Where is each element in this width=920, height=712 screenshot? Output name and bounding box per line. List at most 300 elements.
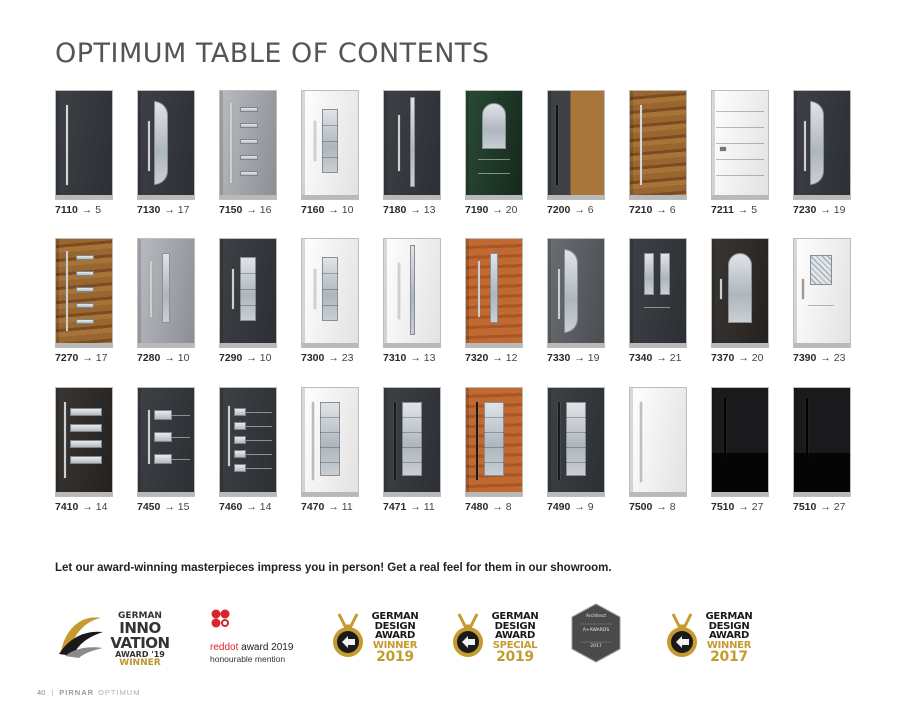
door-glass-slot	[240, 107, 258, 112]
glass-divider	[322, 125, 338, 126]
door-glass-slot	[76, 271, 94, 276]
door-glass-slot	[70, 408, 102, 416]
door-page-reference[interactable]: → 27	[738, 501, 764, 513]
door-thumbnail	[219, 387, 277, 497]
door-page-reference[interactable]: → 21	[656, 352, 682, 364]
door-handle	[640, 105, 642, 185]
architect-badge-mid: A+AWARDS	[582, 628, 610, 633]
door-threshold	[302, 492, 358, 496]
door-glass-slot	[240, 171, 258, 176]
door-frame-edge	[56, 388, 59, 496]
door-threshold	[138, 195, 194, 199]
door-panel-line	[246, 468, 272, 469]
door-glass-slot	[154, 432, 172, 442]
door-item[interactable]	[793, 90, 851, 218]
door-glass	[402, 402, 422, 476]
door-page-reference[interactable]: → 5	[737, 204, 758, 216]
door-frame-edge	[220, 239, 223, 347]
door-handle	[398, 263, 400, 319]
door-glass-slot	[76, 287, 94, 292]
door-glass-slot	[70, 456, 102, 464]
door-model-number: 7450	[137, 501, 161, 513]
door-model-number: 7460	[219, 501, 243, 513]
door-item[interactable]	[465, 90, 523, 218]
architect-badge-year: 2017	[590, 644, 602, 649]
door-thumbnail	[547, 90, 605, 200]
door-model-number: 7390	[793, 352, 817, 364]
door-threshold	[630, 343, 686, 347]
door-item[interactable]	[547, 90, 605, 218]
page-number: 40	[37, 688, 46, 697]
door-threshold	[56, 492, 112, 496]
ginno-wordmark: GERMAN INNO VATION AWARD '19 WINNER	[110, 611, 170, 668]
door-thumbnail	[137, 238, 195, 348]
glass-divider	[402, 417, 422, 418]
door-frame-edge	[138, 239, 141, 347]
door-model-number: 7470	[301, 501, 325, 513]
door-caption	[137, 204, 199, 216]
door-item[interactable]	[219, 90, 277, 218]
door-threshold	[794, 492, 850, 496]
glass-divider	[322, 305, 338, 306]
door-item[interactable]	[547, 387, 605, 515]
door-item[interactable]	[711, 90, 769, 218]
door-frame-edge	[794, 91, 797, 199]
door-panel-line	[716, 127, 764, 128]
door-thumbnail	[711, 90, 769, 200]
german-design-award-winner-2019	[331, 600, 423, 670]
door-threshold	[712, 492, 768, 496]
door-caption	[629, 204, 691, 216]
door-glass-ornament	[482, 103, 506, 149]
glass-divider	[484, 447, 504, 448]
door-glass	[660, 253, 670, 295]
gda-wordmark: GERMAN DESIGN AWARD WINNER 2017	[705, 611, 753, 665]
german-design-award-winner-2017	[665, 600, 757, 670]
door-thumbnail	[137, 387, 195, 497]
door-page-reference[interactable]: → 13	[410, 352, 436, 364]
door-threshold	[384, 343, 440, 347]
door-thumbnail	[301, 387, 359, 497]
glass-divider	[566, 417, 586, 418]
door-glass-slot	[240, 139, 258, 144]
door-threshold	[548, 195, 604, 199]
door-model-number: 7370	[711, 352, 735, 364]
page-footer: 40 | PIRNAR OPTIMUM	[37, 688, 141, 697]
door-glass-slot	[234, 464, 246, 472]
glass-divider	[402, 447, 422, 448]
glass-divider	[322, 273, 338, 274]
door-page-reference[interactable]: → 8	[656, 501, 676, 513]
door-caption	[301, 204, 363, 216]
door-threshold	[466, 343, 522, 347]
door-item[interactable]	[629, 238, 687, 366]
door-handle	[558, 269, 560, 319]
door-frame-edge	[712, 91, 715, 199]
door-thumbnail	[383, 387, 441, 497]
door-glass-strip	[410, 97, 415, 187]
door-frame-edge	[630, 388, 633, 496]
door-frame-edge	[56, 91, 59, 199]
door-caption	[793, 204, 855, 216]
reddot-icon	[210, 608, 236, 630]
door-model-number: 7490	[547, 501, 571, 513]
door-item[interactable]	[465, 238, 523, 366]
door-threshold	[794, 195, 850, 199]
door-page-reference[interactable]: → 12	[492, 352, 518, 364]
door-model-number: 7211	[711, 204, 734, 216]
door-glass-slot	[240, 123, 258, 128]
door-page-reference[interactable]: → 5	[81, 204, 102, 216]
door-page-reference[interactable]: → 16	[246, 204, 272, 216]
door-page-reference[interactable]: → 23	[328, 352, 354, 364]
door-glass-slot	[76, 303, 94, 308]
door-model-number: 7280	[137, 352, 161, 364]
door-page-reference[interactable]: → 13	[410, 204, 436, 216]
glass-divider	[566, 432, 586, 433]
door-page-reference[interactable]: → 10	[246, 352, 272, 364]
architect-a-plus-award	[568, 600, 628, 670]
door-thumbnail	[629, 90, 687, 200]
door-row	[55, 238, 855, 368]
door-glass	[810, 101, 824, 185]
glass-divider	[566, 447, 586, 448]
door-glass-slot	[234, 422, 246, 430]
door-page-reference[interactable]: → 14	[82, 501, 108, 513]
door-glass-slot	[76, 319, 94, 324]
glass-divider	[402, 462, 422, 463]
door-threshold	[56, 343, 112, 347]
door-frame-edge	[138, 91, 141, 199]
door-item[interactable]	[137, 90, 195, 218]
door-item[interactable]	[383, 90, 441, 218]
door-model-number: 7270	[55, 352, 79, 364]
door-caption	[711, 352, 773, 364]
door-model-number: 7200	[547, 204, 571, 216]
door-panel-line	[246, 454, 272, 455]
door-model-number: 7110	[55, 204, 78, 216]
door-frame-edge	[466, 91, 469, 199]
glass-divider	[322, 157, 338, 158]
door-model-number: 7330	[547, 352, 571, 364]
door-glass-slot	[154, 454, 172, 464]
glass-divider	[484, 432, 504, 433]
door-item[interactable]	[711, 238, 769, 366]
door-frame-edge	[220, 388, 223, 496]
door-thumbnail	[301, 90, 359, 200]
door-caption	[383, 501, 445, 513]
door-frame-edge	[302, 91, 305, 199]
door-page-reference[interactable]: → 23	[820, 352, 846, 364]
glass-divider	[240, 273, 256, 274]
door-caption	[629, 352, 691, 364]
door-handle	[314, 121, 316, 161]
door-frame-edge	[794, 239, 797, 347]
door-handle	[228, 406, 230, 466]
door-frame-edge	[630, 91, 633, 199]
door-handle	[66, 105, 68, 185]
architect-badge-icon	[568, 602, 624, 664]
glass-divider	[566, 462, 586, 463]
door-page-reference[interactable]: → 9	[574, 501, 594, 513]
page-title: OPTIMUM TABLE OF CONTENTS	[55, 38, 490, 69]
door-item[interactable]	[383, 238, 441, 366]
door-page-reference[interactable]: → 11	[328, 501, 353, 513]
door-glass-slot	[234, 408, 246, 416]
door-item[interactable]	[383, 387, 441, 515]
door-caption	[55, 352, 117, 364]
gda-wordmark: GERMAN DESIGN AWARD SPECIAL 2019	[491, 611, 539, 665]
door-glass-slot	[70, 424, 102, 432]
door-handle	[394, 402, 396, 480]
door-model-number: 7230	[793, 204, 817, 216]
door-model-number: 7510	[793, 501, 817, 513]
door-frame-edge	[302, 388, 305, 496]
door-row	[55, 90, 855, 220]
door-handle	[148, 121, 150, 171]
door-panel-line	[478, 159, 510, 160]
door-caption	[547, 501, 609, 513]
door-threshold	[384, 195, 440, 199]
door-handle	[148, 410, 150, 464]
door-thumbnail	[55, 387, 113, 497]
door-item[interactable]	[629, 90, 687, 218]
door-item[interactable]	[793, 238, 851, 366]
door-threshold	[220, 343, 276, 347]
door-frame-edge	[466, 239, 469, 347]
glass-divider	[484, 462, 504, 463]
door-caption	[383, 352, 445, 364]
door-handle	[230, 103, 232, 183]
glass-divider	[322, 289, 338, 290]
door-glass-strip	[490, 253, 498, 323]
door-frame-edge	[220, 91, 223, 199]
door-item[interactable]	[137, 387, 195, 515]
door-thumbnail	[465, 238, 523, 348]
door-threshold	[138, 492, 194, 496]
door-model-number: 7300	[301, 352, 325, 364]
door-page-reference[interactable]: → 27	[820, 501, 846, 513]
gda-wordmark: GERMAN DESIGN AWARD WINNER 2019	[371, 611, 419, 665]
door-thumbnail	[793, 387, 851, 497]
german-innovation-award	[55, 600, 175, 670]
door-threshold	[466, 492, 522, 496]
door-thumbnail	[547, 387, 605, 497]
door-frame-edge	[384, 91, 387, 199]
door-threshold	[302, 343, 358, 347]
door-item[interactable]	[629, 387, 687, 515]
door-item[interactable]	[547, 238, 605, 366]
door-item[interactable]	[793, 387, 851, 515]
door-page-reference[interactable]: → 8	[492, 501, 512, 513]
architect-badge-top: Architect	[585, 614, 607, 619]
door-handle	[806, 398, 808, 458]
door-model-number: 7410	[55, 501, 79, 513]
door-thumbnail	[383, 238, 441, 348]
door-panel-line	[246, 426, 272, 427]
gda-medal-icon	[665, 612, 699, 660]
door-frame-edge	[302, 239, 305, 347]
door-threshold	[794, 343, 850, 347]
door-handle	[66, 251, 68, 331]
door-page-reference[interactable]: → 17	[82, 352, 108, 364]
gda-medal-icon	[331, 612, 365, 660]
door-caption	[219, 352, 281, 364]
door-panel-line	[172, 415, 190, 416]
door-page-reference[interactable]: → 20	[492, 204, 518, 216]
door-threshold	[302, 195, 358, 199]
door-handle	[556, 105, 558, 185]
door-model-number: 7320	[465, 352, 489, 364]
door-handle	[802, 279, 804, 299]
door-item[interactable]	[465, 387, 523, 515]
door-threshold	[56, 195, 112, 199]
door-caption	[793, 501, 855, 513]
door-panel-line	[716, 175, 764, 176]
door-threshold	[630, 195, 686, 199]
glass-divider	[402, 432, 422, 433]
door-item[interactable]	[55, 387, 113, 515]
door-handle	[150, 261, 152, 317]
door-panel-line	[716, 111, 764, 112]
door-caption	[547, 204, 609, 216]
door-model-number: 7180	[383, 204, 407, 216]
glass-divider	[320, 417, 340, 418]
door-handle	[232, 269, 234, 309]
glass-divider	[484, 417, 504, 418]
door-frame-edge	[630, 239, 633, 347]
door-caption	[465, 352, 527, 364]
door-page-reference[interactable]: → 20	[738, 352, 764, 364]
door-handle	[720, 147, 726, 151]
door-model-number: 7290	[219, 352, 243, 364]
door-glass-slot	[154, 410, 172, 420]
door-caption	[219, 204, 281, 216]
door-threshold	[220, 492, 276, 496]
door-handle	[478, 261, 480, 317]
door-panel-line	[246, 412, 272, 413]
door-frame-edge	[548, 91, 551, 199]
door-caption	[301, 352, 363, 364]
door-handle	[312, 402, 314, 480]
door-item[interactable]	[711, 387, 769, 515]
door-page-reference[interactable]: → 6	[656, 204, 676, 216]
door-item[interactable]	[219, 387, 277, 515]
door-thumbnail	[793, 238, 851, 348]
gda-medal-icon	[451, 612, 485, 660]
door-model-number: 7190	[465, 204, 489, 216]
door-model-number: 7130	[137, 204, 161, 216]
door-caption	[219, 501, 281, 513]
door-glass-lattice	[810, 255, 832, 285]
door-model-number: 7210	[629, 204, 653, 216]
door-page-reference[interactable]: → 17	[164, 204, 190, 216]
glass-divider	[320, 447, 340, 448]
door-panel-line	[716, 143, 764, 144]
glass-divider	[322, 141, 338, 142]
door-item[interactable]	[55, 90, 113, 218]
door-thumbnail	[55, 90, 113, 200]
door-handle	[720, 279, 722, 299]
glass-divider	[320, 462, 340, 463]
door-item[interactable]	[55, 238, 113, 366]
door-thumbnail	[55, 238, 113, 348]
showroom-tagline: Let our award-winning masterpieces impress you in person! Get a real feel for them in our showroom.	[55, 562, 612, 574]
door-glass	[154, 101, 168, 185]
door-item[interactable]	[137, 238, 195, 366]
door-frame-edge	[138, 388, 141, 496]
door-model-number: 7480	[465, 501, 489, 513]
reddot-subtitle: honourable mention	[210, 654, 286, 664]
door-handle	[64, 402, 66, 478]
door-threshold	[712, 195, 768, 199]
door-glass-strip	[410, 245, 415, 335]
door-item[interactable]	[301, 238, 359, 366]
door-item[interactable]	[301, 387, 359, 515]
door-frame-edge	[548, 239, 551, 347]
reddot-award	[210, 600, 310, 670]
door-panel-line	[644, 307, 670, 308]
door-panel-line	[246, 440, 272, 441]
door-model-number: 7471	[383, 501, 407, 513]
door-caption	[55, 204, 117, 216]
door-threshold	[548, 343, 604, 347]
door-caption	[711, 501, 773, 513]
door-model-number: 7150	[219, 204, 243, 216]
series-name: OPTIMUM	[98, 688, 141, 697]
door-page-reference[interactable]: → 10	[328, 204, 354, 216]
door-page-reference[interactable]: → 11	[410, 501, 435, 513]
glass-divider	[320, 432, 340, 433]
door-caption	[55, 501, 117, 513]
door-thumbnail	[219, 90, 277, 200]
door-thumbnail	[219, 238, 277, 348]
door-glass	[644, 253, 654, 295]
door-thumbnail	[383, 90, 441, 200]
door-panel-line	[478, 173, 510, 174]
door-page-reference[interactable]: → 19	[574, 352, 600, 364]
door-handle	[558, 402, 560, 480]
door-handle	[804, 121, 806, 171]
door-glass-slot	[76, 255, 94, 260]
door-threshold	[220, 195, 276, 199]
door-item[interactable]	[301, 90, 359, 218]
door-thumbnail	[137, 90, 195, 200]
door-item[interactable]	[219, 238, 277, 366]
door-glass	[484, 402, 504, 476]
door-caption	[465, 204, 527, 216]
door-glass-slot	[240, 155, 258, 160]
door-caption	[383, 204, 445, 216]
door-thumbnail	[793, 90, 851, 200]
door-page-reference[interactable]: → 14	[246, 501, 272, 513]
door-frame-edge	[712, 239, 715, 347]
door-page-reference[interactable]: → 10	[164, 352, 190, 364]
german-design-award-special-2019	[451, 600, 543, 670]
door-page-reference[interactable]: → 6	[574, 204, 594, 216]
door-handle	[314, 269, 316, 309]
door-page-reference[interactable]: → 15	[164, 501, 190, 513]
door-caption	[465, 501, 527, 513]
door-threshold	[712, 343, 768, 347]
door-handle	[398, 115, 400, 171]
door-thumbnail	[547, 238, 605, 348]
door-page-reference[interactable]: → 19	[820, 204, 846, 216]
door-caption	[301, 501, 363, 513]
door-threshold	[466, 195, 522, 199]
door-thumbnail	[465, 387, 523, 497]
door-glass-strip	[162, 253, 170, 323]
